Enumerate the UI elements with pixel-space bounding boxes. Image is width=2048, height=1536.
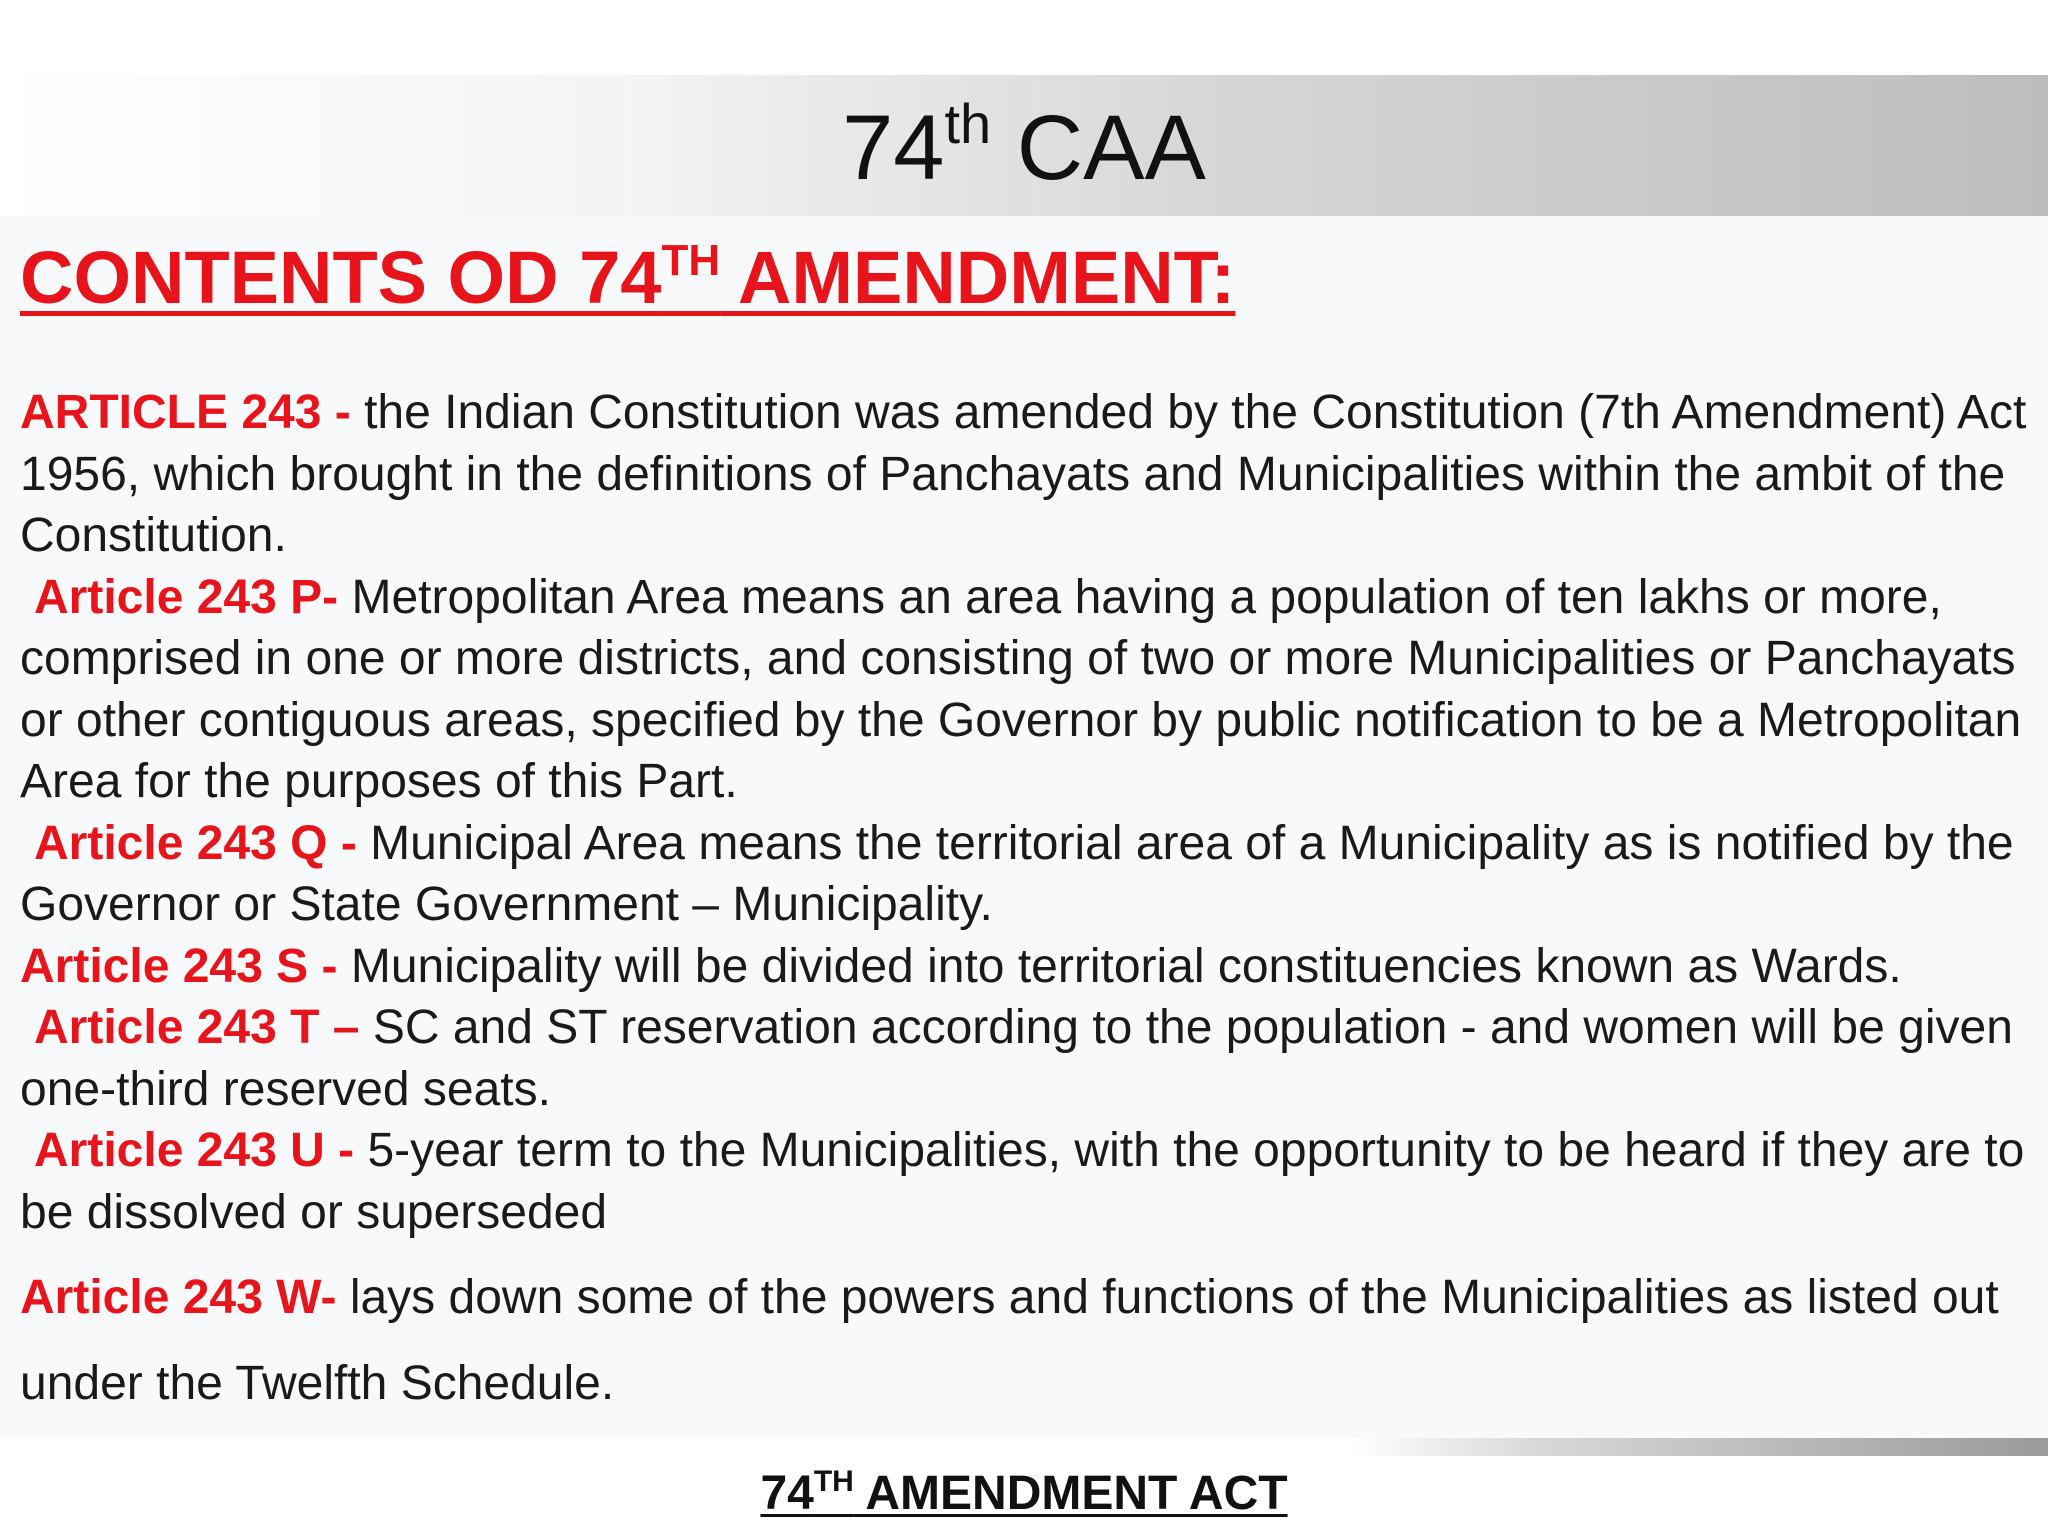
bottom-decorative-strip (0, 1438, 2048, 1456)
article-label: Article 243 P- (34, 570, 352, 624)
article-item (20, 936, 2030, 998)
article-text: 5-year term to the Municipalities, with the opportunity to be heard if they are to be dissolved or superseded (20, 1124, 2025, 1239)
footer-after: AMENDMENT ACT (853, 1467, 1288, 1520)
article-text: SC and ST reservation according to the population - and women will be given one-third reserved seats. (20, 1001, 2013, 1116)
article-text: Metropolitan Area means an area having a population of ten lakhs or more, comprised in one or more districts, and consisting of two or more Municipalities or Panchayats or other contiguous areas, specified by the Governor by public notification to be a Metropolitan Area for the purposes of this Part. (20, 570, 2022, 808)
footer-superscript: TH (813, 1465, 854, 1498)
heading-before: CONTENTS OD 74 (20, 236, 662, 319)
article-item (20, 382, 2030, 567)
article-text: Municipal Area means the territorial area of a Municipality as is notified by the Governor or State Government – Municipality. (20, 816, 2014, 931)
article-text: the Indian Constitution was amended by the Constitution (7th Amendment) Act 1956, which brought in the definitions of Panchayats and Municipalities within the ambit of the Constitution. (20, 386, 2027, 562)
article-item (20, 997, 2030, 1120)
heading-superscript: TH (661, 236, 721, 285)
slide-title (0, 88, 2048, 220)
article-item (20, 567, 2030, 813)
title-number: 74 (842, 97, 945, 199)
article-label: Article 243 U - (34, 1124, 368, 1177)
article-item (20, 1255, 2030, 1427)
article-item (20, 1120, 2030, 1243)
article-text: lays down some of the powers and functions of the Municipalities as listed out under the Twelfth Schedule. (20, 1271, 1999, 1410)
footer-before: 74 (760, 1467, 814, 1520)
title-rest: CAA (991, 97, 1206, 199)
article-label: ARTICLE 243 - (20, 386, 365, 439)
section-heading (20, 236, 1235, 331)
articles-list (20, 382, 2030, 1427)
heading-after: AMENDMENT: (720, 236, 1236, 319)
article-label: Article 243 W- (20, 1271, 350, 1324)
article-label: Article 243 S - (20, 939, 351, 993)
article-text: Municipality will be divided into territorial constituencies known as Wards. (350, 939, 1902, 993)
title-superscript: th (944, 92, 992, 155)
footer-caption (0, 1462, 2048, 1532)
article-label: Article 243 T – (34, 1001, 373, 1054)
article-label: Article 243 Q - (34, 816, 371, 870)
article-item (20, 813, 2030, 936)
